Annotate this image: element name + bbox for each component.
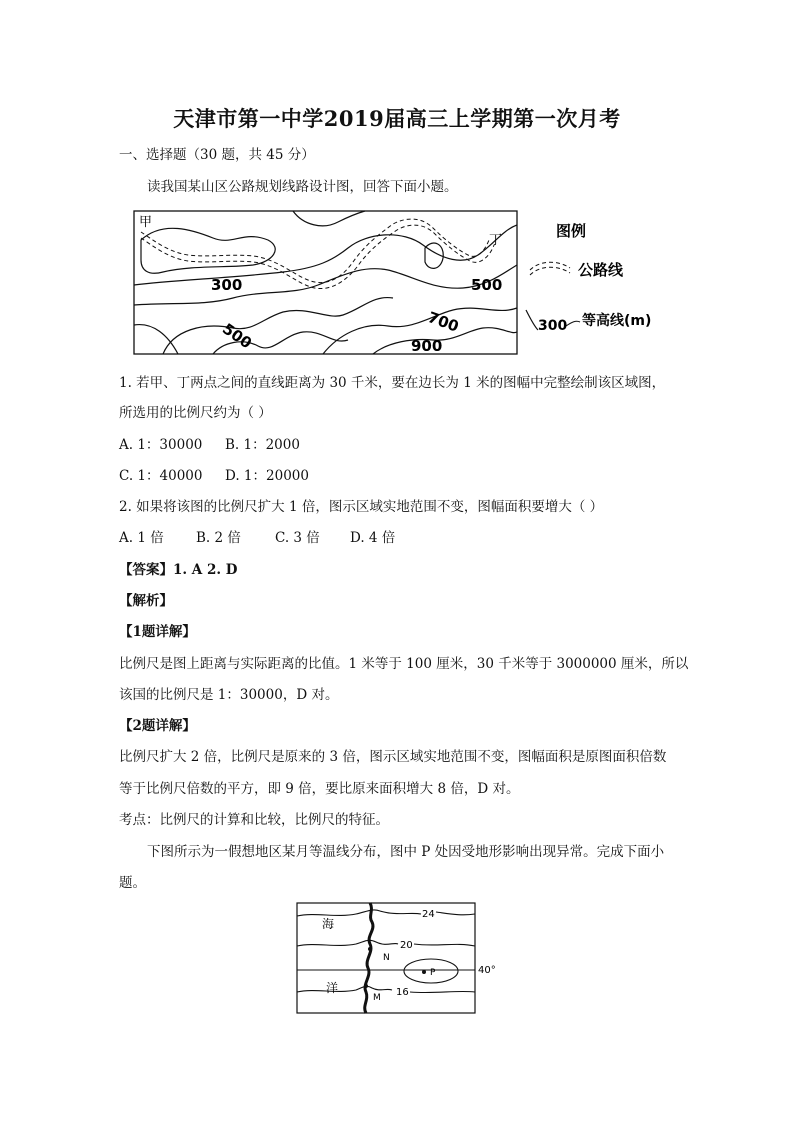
intro-paragraph-1: 读我国某山区公路规划线路设计图，回答下面小题。 bbox=[147, 179, 458, 195]
latitude-label: 40° bbox=[478, 965, 496, 976]
map-legend bbox=[520, 214, 680, 340]
point-p-marker bbox=[422, 970, 426, 974]
question-1-line-1: 1. 若甲、丁两点之间的直线距离为 30 千米，要在边长为 1 米的图幅中完整绘制该区域图， bbox=[119, 375, 666, 391]
q1-option-b: B. 1：2000 bbox=[225, 437, 300, 453]
point-m-marker bbox=[364, 984, 368, 988]
contour-label-300: 300 bbox=[211, 276, 243, 294]
legend-title: 图例 bbox=[556, 222, 587, 240]
q2-option-a: A. 1 倍 bbox=[119, 530, 164, 546]
kaodian-line: 考点：比例尺的计算和比较，比例尺的特征。 bbox=[119, 812, 389, 828]
detail-2-line-1: 比例尺扩大 2 倍，比例尺是原来的 3 倍，图示区域实地范围不变，图幅面积是原图面积倍数 bbox=[119, 749, 667, 765]
q1-option-a: A. 1：30000 bbox=[119, 437, 203, 453]
legend-contour-label: 等高线(m) bbox=[582, 313, 652, 329]
detail-1-heading: 【1题详解】 bbox=[119, 624, 196, 640]
contour-label-700: 700 bbox=[425, 308, 462, 336]
contour-label-500-right: 500 bbox=[471, 276, 503, 294]
page-title: 天津市第一中学2019届高三上学期第一次月考 bbox=[173, 106, 621, 131]
q1-option-d: D. 1：20000 bbox=[225, 468, 309, 484]
question-1-line-2: 所选用的比例尺约为（ ） bbox=[119, 405, 272, 421]
label-n: N bbox=[383, 953, 390, 963]
legend-road-label: 公路线 bbox=[578, 261, 624, 279]
isotherm-label-20: 20 bbox=[400, 940, 413, 951]
question-2: 2. 如果将该图的比例尺扩大 1 倍，图示区域实地范围不变，图幅面积要增大（ ） bbox=[119, 499, 604, 515]
label-ding: 丁 bbox=[489, 233, 503, 248]
q2-option-d: D. 4 倍 bbox=[350, 530, 396, 546]
detail-2-heading: 【2题详解】 bbox=[119, 718, 196, 734]
intro-paragraph-2-line-2: 题。 bbox=[119, 875, 146, 891]
point-n-marker bbox=[368, 947, 372, 951]
contour-legend-icon bbox=[526, 310, 538, 330]
intro-paragraph-2-line-1: 下图所示为一假想地区某月等温线分布，图中 P 处因受地形影响出现异常。完成下面小 bbox=[147, 844, 665, 860]
analysis-heading: 【解析】 bbox=[119, 593, 173, 609]
label-p: P bbox=[430, 968, 436, 978]
q2-option-c: C. 3 倍 bbox=[275, 530, 320, 546]
label-yang: 洋 bbox=[326, 981, 339, 995]
q2-option-b: B. 2 倍 bbox=[196, 530, 241, 546]
legend-contour-value: 300 bbox=[538, 318, 568, 334]
detail-1-line-2: 该国的比例尺是 1：30000，D 对。 bbox=[119, 687, 339, 703]
detail-1-line-1: 比例尺是图上距离与实际距离的比值。1 米等于 100 厘米，30 千米等于 3000000 厘米，所以 bbox=[119, 656, 689, 672]
label-jia: 甲 bbox=[139, 215, 153, 230]
isotherm-label-16: 16 bbox=[396, 987, 409, 998]
q1-option-c: C. 1：40000 bbox=[119, 468, 203, 484]
label-m: M bbox=[373, 993, 381, 1003]
detail-2-line-2: 等于比例尺倍数的平方，即 9 倍，要比原来面积增大 8 倍，D 对。 bbox=[119, 781, 520, 797]
isotherm-map bbox=[296, 902, 498, 1014]
isotherm-label-24: 24 bbox=[422, 909, 435, 920]
contour-map bbox=[133, 210, 518, 355]
contour-label-900: 900 bbox=[411, 337, 443, 355]
contour-label-500-left: 500 bbox=[219, 319, 256, 353]
answer-line: 【答案】1. A 2. D bbox=[119, 562, 238, 578]
road-legend-icon bbox=[530, 262, 570, 275]
section-heading: 一、选择题（30 题，共 45 分） bbox=[119, 147, 315, 163]
label-hai: 海 bbox=[322, 917, 335, 931]
